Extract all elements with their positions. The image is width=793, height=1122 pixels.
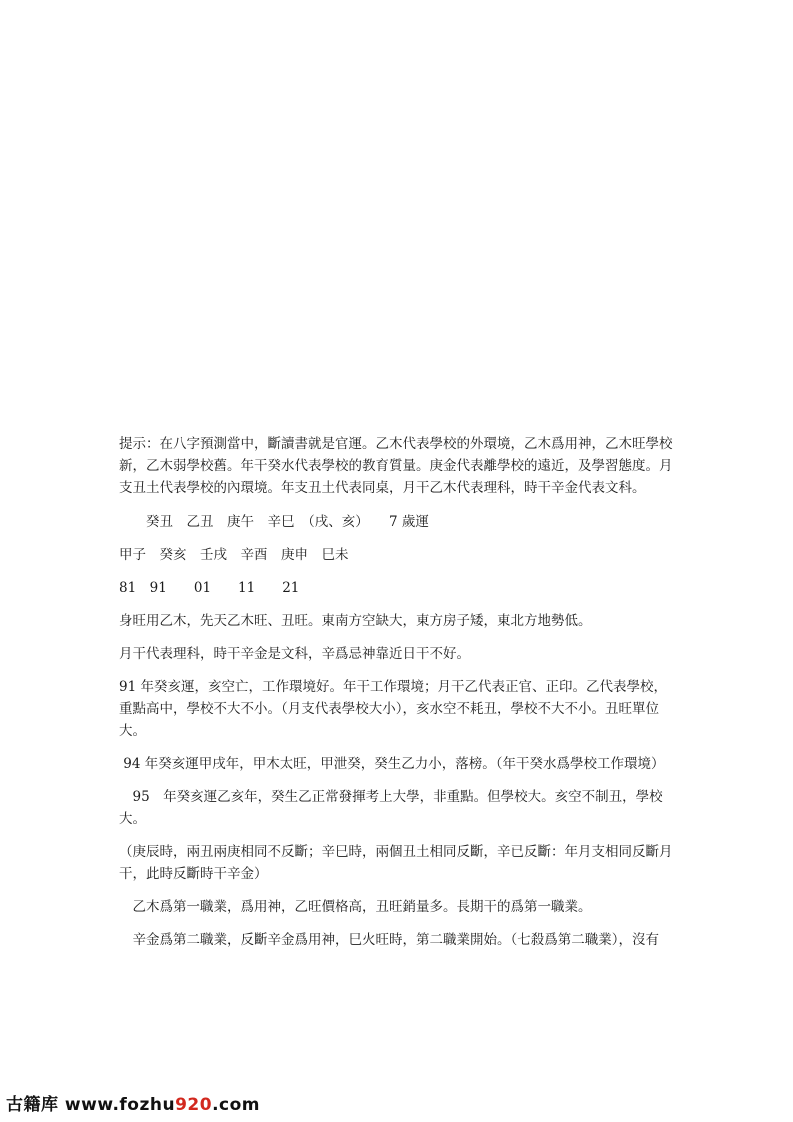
footer-watermark	[6, 1090, 260, 1114]
paragraph-hint: 提示：在八字預測當中，斷讀書就是官運。乙木代表學校的外環境，乙木爲用神，乙木旺學校新，乙木弱學校舊。年干癸水代表學校的教育質量。庚金代表離學校的遠近，及學習態度。月支丑土代表學校的內環境。年支丑土代表同桌，月干乙木代表理科，時干辛金代表文科。	[119, 436, 673, 496]
paragraph-1991: 91 年癸亥運，亥空亡，工作環境好。年干工作環境；月干乙代表正官、正印。乙代表學校，重點高中，學校不大不小。（月支代表學校大小），亥水空不耗丑，學校不大不小。丑旺單位大。	[119, 679, 667, 739]
paragraph-month-stem: 月干代表理科，時干辛金是文科，辛爲忌神靠近日干不好。	[119, 646, 470, 662]
footer-brand: 古籍库	[6, 1095, 59, 1115]
paragraph-luck-pillars: 甲子 癸亥 壬戌 辛酉 庚申 巳未	[119, 547, 349, 563]
document-body	[119, 433, 679, 951]
paragraph-body-strength: 身旺用乙木，先天乙木旺、丑旺。東南方空缺大，東方房子矮，東北方地勢低。	[119, 613, 592, 629]
footer-site-suffix: .com	[212, 1095, 261, 1115]
paragraph-1994: 94 年癸亥運甲戌年，甲木太旺，甲泄癸，癸生乙力小，落榜。（年干癸水爲學校工作環境）	[119, 756, 665, 772]
paragraph-chart-pillars: 癸丑 乙丑 庚午 辛巳 （戌、亥） 7 歲運	[119, 514, 429, 530]
paragraph-1995: 95 年癸亥運乙亥年，癸生乙正常發揮考上大學，非重點。但學校大。亥空不制丑，學校大。	[119, 789, 663, 827]
paragraph-second-career: 辛金爲第二職業，反斷辛金爲用神，巳火旺時，第二職業開始。（七殺爲第二職業），沒有	[119, 932, 659, 948]
paragraph-luck-years: 81 91 01 11 21	[119, 580, 300, 596]
paragraph-first-career: 乙木爲第一職業，爲用神，乙旺價格高，丑旺銷量多。長期干的爲第一職業。	[119, 899, 592, 915]
paragraph-hour-note: （庚辰時，兩丑兩庚相同不反斷；辛巳時，兩個丑土相同反斷，辛已反斷：年月支相同反斷月干，此時反斷時干辛金）	[119, 844, 673, 882]
footer-site-prefix: www.fozhu	[64, 1095, 176, 1115]
footer-site-highlight: 920	[175, 1095, 213, 1115]
